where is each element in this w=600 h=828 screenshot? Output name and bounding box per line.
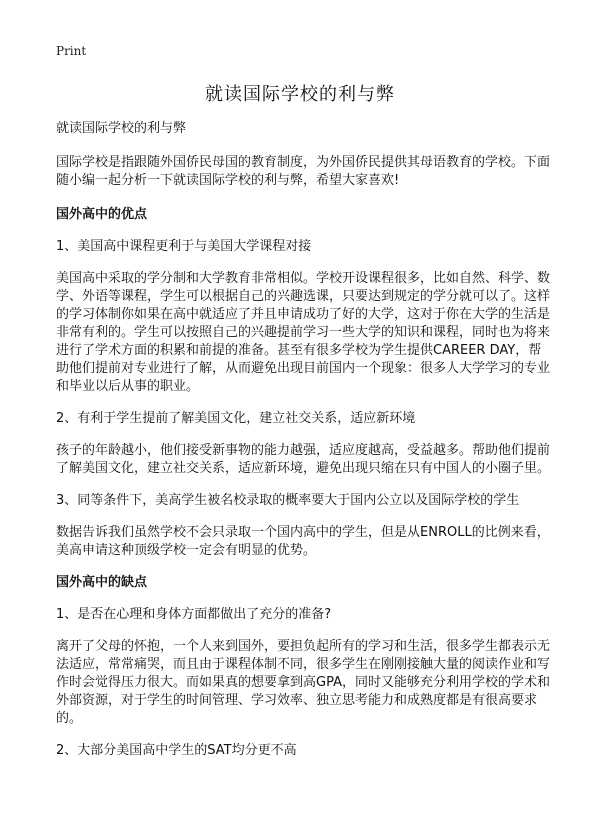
advantage-2-title: 2、有利于学生提前了解美国文化，建立社交关系，适应新环境: [56, 411, 416, 426]
disadvantage-1-body: 离开了父母的怀抱，一个人来到国外，要担负起所有的学习和生活，很多学生都表示无法适应，常常痛哭，而且由于课程体制不同，很多学生在刚刚接触大量的阅读作业和写作时会觉得压力很大。而如果真的想要拿到高GPA，同时又能够充分利用学校的学术和外部资源，对于学生的时间管理、学习效率、独立思考能力和成熟度都是有很高要求的。: [56, 639, 551, 726]
article-subtitle: 就读国际学校的利与弊: [56, 121, 187, 136]
advantage-3-body: 数据告诉我们虽然学校不会只录取一个国内高中的学生，但是从ENROLL的比例来看，美高申请这种顶级学校一定会有明显的优势。: [56, 525, 550, 558]
advantage-1-title: 1、美国高中课程更利于与美国大学课程对接: [56, 239, 312, 254]
advantage-2-body: 孩子的年龄越小，他们接受新事物的能力越强，适应度越高，受益越多。帮助他们提前了解美国文化，建立社交关系，适应新环境，避免出现只缩在只有中国人的小圈子里。: [56, 443, 551, 476]
advantage-3-title: 3、同等条件下，美高学生被名校录取的概率要大于国内公立以及国际学校的学生: [56, 493, 520, 508]
disadvantage-2-title: 2、大部分美国高中学生的SAT均分更不高: [56, 743, 297, 758]
disadvantage-1-title: 1、是否在心理和身体方面都做出了充分的准备?: [56, 607, 332, 622]
page-title: 就读国际学校的利与弊: [205, 84, 395, 105]
print-link[interactable]: Print: [56, 44, 87, 58]
disadvantages-heading: 国外高中的缺点: [56, 575, 148, 590]
advantages-heading: 国外高中的优点: [56, 207, 148, 222]
advantage-1-body: 美国高中采取的学分制和大学教育非常相似。学校开设课程很多，比如自然、科学、数学、外语等课程，学生可以根据自己的兴趣选课，只要达到规定的学分就可以了。这样的学习体制你如果在高中就适应了并且申请成功了好的大学，这对于你在大学的生活是非常有利的。学生可以按照自己的兴趣提前学习一些大学的知识和课程，同时也为将来进行了学术方面的积累和前提的准备。甚至有很多学校为学生提供CAREER DAY，帮助他们提前对专业进行了解，从而避免出现目前国内一个现象：很多人大学学习的专业和毕业以后从事的职业。: [56, 271, 551, 394]
article-body: [56, 120, 550, 774]
intro-paragraph: 国际学校是指跟随外国侨民母国的教育制度，为外国侨民提供其母语教育的学校。下面随小编一起分析一下就读国际学校的利与弊，希望大家喜欢!: [56, 155, 551, 188]
